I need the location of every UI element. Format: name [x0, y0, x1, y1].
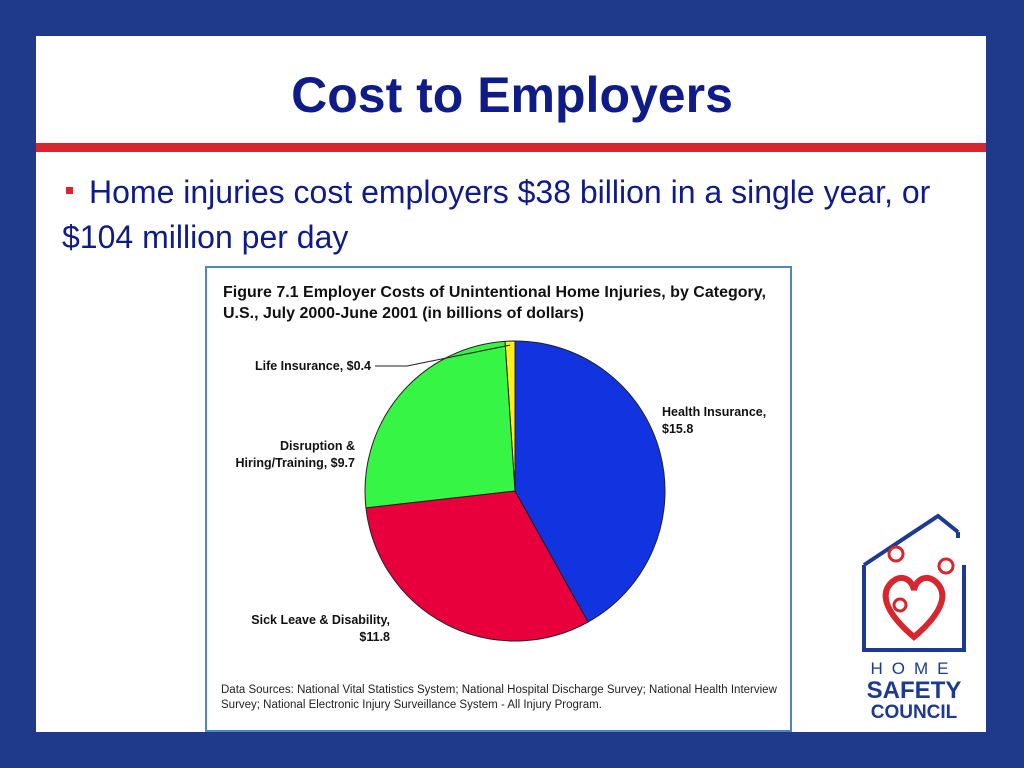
slice-label-sick-leave-1: $11.8 — [359, 630, 390, 644]
slide-title: Cost to Employers — [291, 67, 733, 123]
figure-title: Figure 7.1 Employer Costs of Unintentional Home Injuries, by Category, U.S., July 2000-June 2001 (in billions of dollars) — [223, 284, 766, 322]
house-heart-family-icon — [864, 516, 964, 650]
bullet-square-icon — [66, 187, 73, 194]
slice-label-health-insurance-1: $15.8 — [662, 422, 694, 436]
logo-line-council: COUNCIL — [870, 702, 958, 723]
bullet-text: Home injuries cost employers $38 billion in a single year, or $104 million per day — [62, 174, 931, 255]
logo-line-home: HOME — [870, 659, 958, 678]
pie-chart — [207, 268, 790, 730]
slice-label-health-insurance-0: Health Insurance, — [662, 405, 767, 419]
logo-line-safety: SAFETY — [866, 677, 962, 704]
title-divider — [36, 143, 986, 152]
slice-label-disruption-0: Disruption & — [280, 439, 355, 453]
slice-label-life-insurance-0: Life Insurance, $0.4 — [254, 359, 371, 373]
bullet-item — [62, 170, 942, 260]
figure-source: Data Sources: National Vital Statistics System; National Hospital Discharge Survey; National Health Interview Survey; National Electronic Injury Surveillance System - All Injury Program. — [221, 684, 777, 711]
figure-panel — [205, 266, 792, 732]
home-safety-council-logo — [858, 510, 970, 725]
slice-label-disruption-1: Hiring/Training, $9.7 — [235, 456, 355, 470]
slice-label-sick-leave-0: Sick Leave & Disability, — [251, 613, 390, 627]
